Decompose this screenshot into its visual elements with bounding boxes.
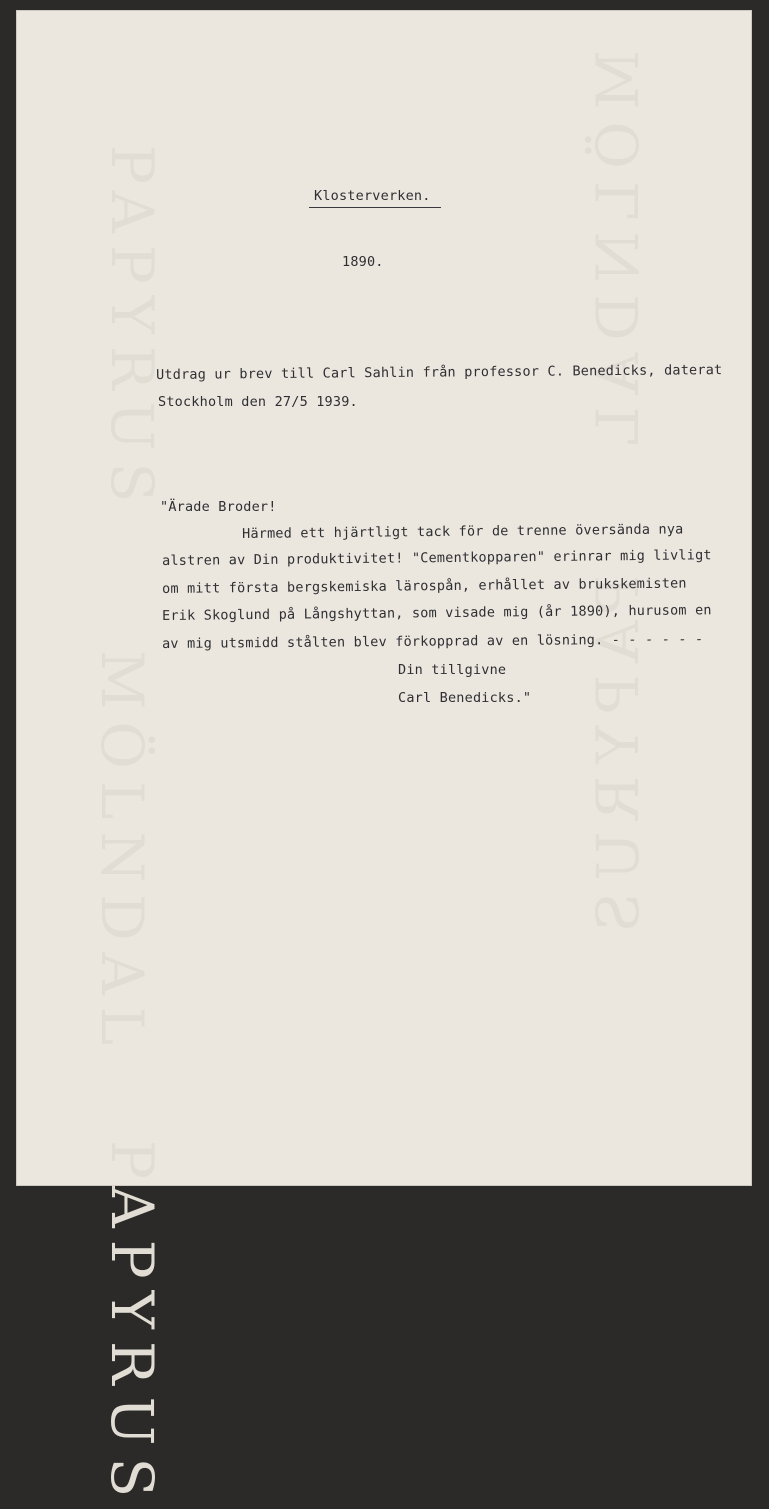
document-year: 1890. bbox=[342, 254, 384, 270]
document-page bbox=[16, 10, 752, 1509]
letter-line: Erik Skoglund på Långshyttan, som visade mig (år 1890), hurusom en bbox=[162, 602, 712, 624]
intro-line-2: Stockholm den 27/5 1939. bbox=[158, 394, 358, 410]
watermark: MÖLNDAL bbox=[88, 650, 156, 1058]
document-title: Klosterverken. bbox=[314, 188, 431, 204]
watermark: MÖLNDAL bbox=[584, 50, 652, 458]
intro-line-1: Utdrag ur brev till Carl Sahlin från professor C. Benedicks, daterat bbox=[156, 362, 723, 383]
letter-signature: Carl Benedicks." bbox=[398, 690, 532, 706]
letter-line: om mitt första bergskemiska lärospån, erhållet av brukskemisten bbox=[162, 575, 687, 597]
letter-closing: Din tillgivne bbox=[398, 662, 507, 678]
letter-salutation: "Ärade Broder! bbox=[160, 499, 277, 515]
watermark: PAPYRUS bbox=[98, 1140, 166, 1509]
letter-line: alstren av Din produktivitet! "Cementkopparen" erinrar mig livligt bbox=[162, 547, 712, 569]
title-underline bbox=[309, 207, 441, 208]
letter-line: av mig utsmidd stålten blev förkopprad av en lösning. - - - - - - bbox=[162, 631, 704, 652]
letter-line: Härmed ett hjärtligt tack för de trenne översända nya bbox=[242, 521, 684, 542]
watermark: PAPYRUS bbox=[98, 145, 166, 515]
watermark: PAPYRUS bbox=[584, 575, 652, 945]
